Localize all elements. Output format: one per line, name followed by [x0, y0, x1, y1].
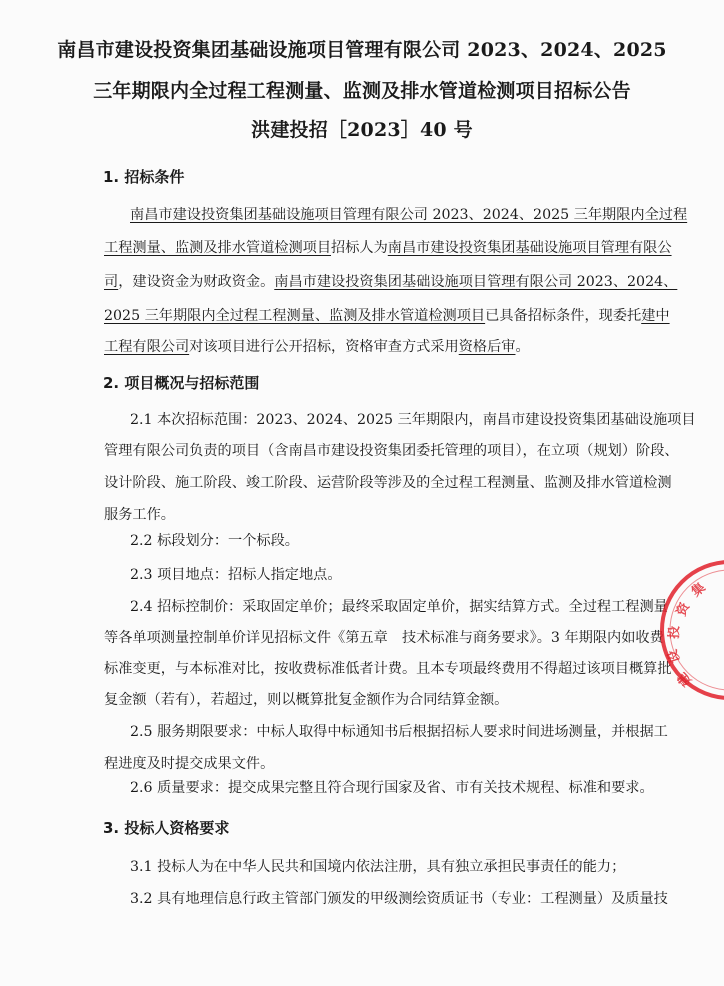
clause-2-1-line: 管理有限公司负责的项目（含南昌市建设投资集团委托管理的项目），在立项（规划）阶段、 — [104, 443, 679, 459]
underlined-text: 工程有限公司 — [104, 339, 190, 355]
clause-2-6: 2.6 质量要求：提交成果完整且符合现行国家及省、市有关技术规程、标准和要求。 — [130, 780, 654, 796]
clause-2-4-line: 2.4 招标控制价：采取固定单价；最终采取固定单价，据实结算方式。全过程工程测量 — [130, 599, 668, 615]
bidding-conditions-line — [104, 272, 678, 292]
document-number: 洪建投招［2023］40 号 — [251, 119, 473, 141]
clause-2-4-line: 标准变更，与本标准对比，按收费标准低者计费。且本专项最终费用不得超过该项目概算批 — [104, 661, 672, 677]
svg-text:投: 投 — [667, 625, 683, 640]
underlined-text: 2025 三年期限内全过程工程测量、监测及排水管道检测项目 — [104, 308, 486, 324]
section-heading-1: 1. 招标条件 — [103, 168, 185, 186]
document-title-line-2: 三年期限内全过程工程测量、监测及排水管道检测项目招标公告 — [93, 80, 631, 102]
section-heading-2: 2. 项目概况与招标范围 — [103, 374, 260, 392]
clause-2-1-line: 设计阶段、施工阶段、竣工阶段、运营阶段等涉及的全过程工程测量、监测及排水管道检测 — [104, 475, 672, 491]
text-segment: 招标人为 — [331, 240, 388, 256]
text-segment: 对该项目进行公开招标，资格审查方式采用 — [189, 339, 459, 355]
text-segment: 。 — [515, 339, 530, 355]
svg-text:资: 资 — [674, 600, 694, 619]
official-seal-stamp — [650, 555, 724, 705]
underlined-text: 南昌市建设投资集团基础设施项目管理有限公司 2023、2024、2025 三年期限内全过程 — [130, 207, 688, 223]
underlined-text: 工程测量、监测及排水管道检测项目 — [104, 240, 332, 256]
underlined-text: 司 — [104, 274, 119, 290]
clause-2-5-line: 程进度及时提交成果文件。 — [104, 756, 275, 772]
underlined-text: 资格后审 — [458, 339, 516, 355]
clause-2-1-line: 2.1 本次招标范围：2023、2024、2025 三年期限内，南昌市建设投资集团基础设施项目 — [130, 412, 696, 428]
clause-2-4-line: 复金额（若有），若超过，则以概算批复金额作为合同结算金额。 — [104, 692, 509, 708]
bidding-conditions-line — [104, 337, 616, 357]
underlined-text: 南昌市建设投资集团基础设施项目管理有限公 — [387, 240, 672, 256]
section-heading-3: 3. 投标人资格要求 — [103, 819, 230, 837]
clause-2-2: 2.2 标段划分：一个标段。 — [130, 533, 299, 549]
bidding-conditions-line — [130, 205, 688, 225]
clause-2-4-line: 等各单项测量控制单价详见招标文件《第五章 技术标准与商务要求》。3 年期限内如收费 — [104, 630, 664, 646]
text-segment: ，建设资金为财政资金。 — [118, 274, 275, 290]
clause-2-3: 2.3 项目地点：招标人指定地点。 — [130, 567, 342, 583]
text-segment: 已具备招标条件，现委托 — [485, 308, 642, 324]
document-title-line-1: 南昌市建设投资集团基础设施项目管理有限公司 2023、2024、2025 — [57, 39, 667, 61]
bidding-conditions-line — [104, 306, 670, 326]
clause-3-1: 3.1 投标人为在中华人民共和国境内依法注册，具有独立承担民事责任的能力； — [130, 859, 626, 875]
svg-text:建: 建 — [675, 668, 695, 689]
clause-3-2: 3.2 具有地理信息行政主管部门颁发的甲级测绘资质证书（专业：工程测量）及质量技 — [130, 891, 668, 907]
clause-2-5-line: 2.5 服务期限要求：中标人取得中标通知书后根据招标人要求时间进场测量，并根据工 — [130, 724, 668, 740]
clause-2-1-line: 服务工作。 — [104, 507, 175, 523]
underlined-text: 建中 — [641, 308, 670, 324]
svg-text:集: 集 — [688, 580, 709, 601]
underlined-text: 南昌市建设投资集团基础设施项目管理有限公司 2023、2024、 — [274, 274, 678, 290]
bidding-conditions-line — [104, 238, 672, 258]
svg-text:设: 设 — [665, 647, 684, 665]
